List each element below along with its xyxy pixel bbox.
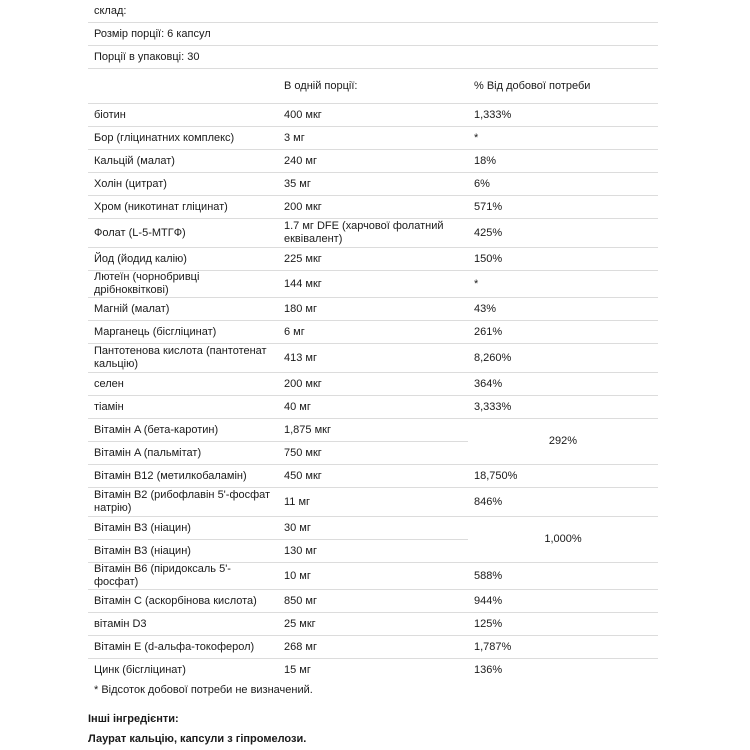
nutrient-name: Цинк (бісгліцинат) — [94, 663, 186, 676]
nutrient-name: біотин — [88, 104, 278, 127]
nutrient-amount: 3 мг — [278, 127, 468, 150]
nutrient-amount: 144 мкг — [278, 271, 468, 298]
serving-size: Розмір порції: 6 капсул — [88, 23, 658, 46]
table-row — [88, 104, 658, 127]
nutrient-amount: 200 мкг — [278, 373, 468, 396]
nutrient-name: Кальцій (малат) — [88, 150, 278, 173]
nutrient-amount: 268 мг — [278, 636, 468, 659]
nutrient-daily-value: 43% — [468, 298, 658, 321]
nutrient-amount: 413 мг — [278, 344, 468, 373]
table-row — [88, 321, 658, 344]
nutrient-daily-value: * — [468, 271, 658, 298]
nutrient-amount: 10 мг — [278, 563, 468, 590]
table-row — [88, 219, 658, 248]
column-header-per-serving: В одній порції: — [278, 69, 468, 104]
nutrient-daily-value: 18,750% — [468, 465, 658, 488]
nutrient-amount: 40 мг — [278, 396, 468, 419]
table-row — [88, 465, 658, 488]
nutrient-name: Вітамін B6 (піридоксаль 5'-фосфат) — [88, 563, 278, 590]
nutrient-name: Хром (никотинат гліцинат) — [88, 196, 278, 219]
table-row — [88, 298, 658, 321]
daily-value-footnote: * Відсоток добової потреби не визначений. — [94, 684, 313, 696]
nutrient-name: Вітамін E (d-альфа-токоферол) — [88, 636, 278, 659]
table-row — [88, 636, 658, 659]
table-row — [88, 517, 658, 540]
nutrient-amount: 750 мкг — [278, 442, 468, 465]
nutrient-name: Фолат (L-5-МТГФ) — [88, 219, 278, 248]
nutrient-name: Вітамін B12 (метилкобаламін) — [88, 465, 278, 488]
column-header-row — [88, 69, 658, 104]
composition-label: склад: — [88, 0, 658, 23]
nutrient-amount: 400 мкг — [278, 104, 468, 127]
nutrient-name: Вітамін B3 (ніацин) — [88, 540, 278, 563]
table-row — [88, 0, 658, 23]
nutrient-daily-value: 3,333% — [468, 396, 658, 419]
nutrient-name: Йод (йодид калію) — [88, 248, 278, 271]
nutrient-amount: 130 мг — [278, 540, 468, 563]
table-row — [88, 150, 658, 173]
table-row — [88, 344, 658, 373]
table-row — [88, 271, 658, 298]
nutrient-daily-value: 364% — [468, 373, 658, 396]
nutrient-amount: 850 мг — [278, 590, 468, 613]
nutrient-name: Вітамін B2 (рибофлавін 5'-фосфат натрію) — [88, 488, 278, 517]
table-row — [88, 419, 658, 442]
nutrient-daily-value: 18% — [468, 150, 658, 173]
other-ingredients-text: Лаурат кальцію, капсули з гіпромелози. — [88, 733, 307, 745]
nutrient-name: Вітамін B3 (ніацин) — [88, 517, 278, 540]
nutrient-name: Магній (малат) — [88, 298, 278, 321]
nutrient-daily-value: 944% — [468, 590, 658, 613]
nutrient-name: селен — [88, 373, 278, 396]
nutrient-amount: 15 мг — [284, 663, 311, 676]
nutrient-amount: 35 мг — [278, 173, 468, 196]
nutrient-daily-value: 571% — [468, 196, 658, 219]
nutrient-amount: 200 мкг — [278, 196, 468, 219]
table-row — [88, 248, 658, 271]
table-row — [88, 46, 658, 69]
nutrient-amount: 11 мг — [278, 488, 468, 517]
nutrient-daily-value: 846% — [468, 488, 658, 517]
nutrient-name: Холін (цитрат) — [88, 173, 278, 196]
nutrient-amount: 1.7 мг DFE (харчової фолатний еквівалент) — [278, 219, 468, 248]
table-row — [88, 173, 658, 196]
table-row — [88, 23, 658, 46]
column-header-daily-value: % Від добової потреби — [468, 69, 658, 104]
table-row — [88, 488, 658, 517]
nutrient-amount: 450 мкг — [278, 465, 468, 488]
nutrient-name: Вітамін C (аскорбінова кислота) — [88, 590, 278, 613]
nutrient-name: вітамін D3 — [88, 613, 278, 636]
servings-per-container: Порції в упаковці: 30 — [88, 46, 658, 69]
nutrient-daily-value: 1,333% — [468, 104, 658, 127]
nutrient-name: Вітамін A (пальмітат) — [88, 442, 278, 465]
nutrient-daily-value: 588% — [468, 563, 658, 590]
nutrient-daily-value-merged: 292% — [468, 419, 658, 465]
table-row — [88, 563, 658, 590]
other-ingredients-title: Інші інгредієнти: — [88, 713, 179, 725]
table-row — [88, 396, 658, 419]
nutrient-name: Бор (гліцинатних комплекс) — [88, 127, 278, 150]
nutrient-amount: 25 мкг — [278, 613, 468, 636]
nutrient-daily-value: 261% — [468, 321, 658, 344]
nutrient-amount: 180 мг — [278, 298, 468, 321]
nutrient-daily-value: 125% — [468, 613, 658, 636]
table-row — [88, 373, 658, 396]
nutrient-daily-value: 136% — [474, 663, 503, 676]
nutrient-daily-value: 150% — [468, 248, 658, 271]
header-empty-cell — [88, 69, 278, 104]
nutrient-daily-value: 8,260% — [468, 344, 658, 373]
table-row — [88, 127, 658, 150]
supplement-facts-table — [88, 0, 658, 681]
nutrient-amount: 1,875 мкг — [278, 419, 468, 442]
nutrient-daily-value: 425% — [468, 219, 658, 248]
table-row — [88, 590, 658, 613]
nutrient-daily-value: 1,787% — [468, 636, 658, 659]
nutrient-daily-value: * — [468, 127, 658, 150]
nutrient-name: тіамін — [88, 396, 278, 419]
nutrient-daily-value-merged: 1,000% — [468, 517, 658, 563]
nutrient-amount: 225 мкг — [278, 248, 468, 271]
nutrient-amount: 30 мг — [278, 517, 468, 540]
nutrient-name: Вітамін A (бета-каротин) — [88, 419, 278, 442]
nutrient-name: Пантотенова кислота (пантотенат кальцію) — [88, 344, 278, 373]
nutrient-amount: 240 мг — [278, 150, 468, 173]
table-row — [88, 613, 658, 636]
nutrient-name: Марганець (бісгліцинат) — [88, 321, 278, 344]
nutrient-amount: 6 мг — [278, 321, 468, 344]
nutrient-daily-value: 6% — [468, 173, 658, 196]
table-row — [88, 659, 658, 682]
nutrient-name: Лютеїн (чорнобривці дрібноквіткові) — [88, 271, 278, 298]
table-row — [88, 196, 658, 219]
